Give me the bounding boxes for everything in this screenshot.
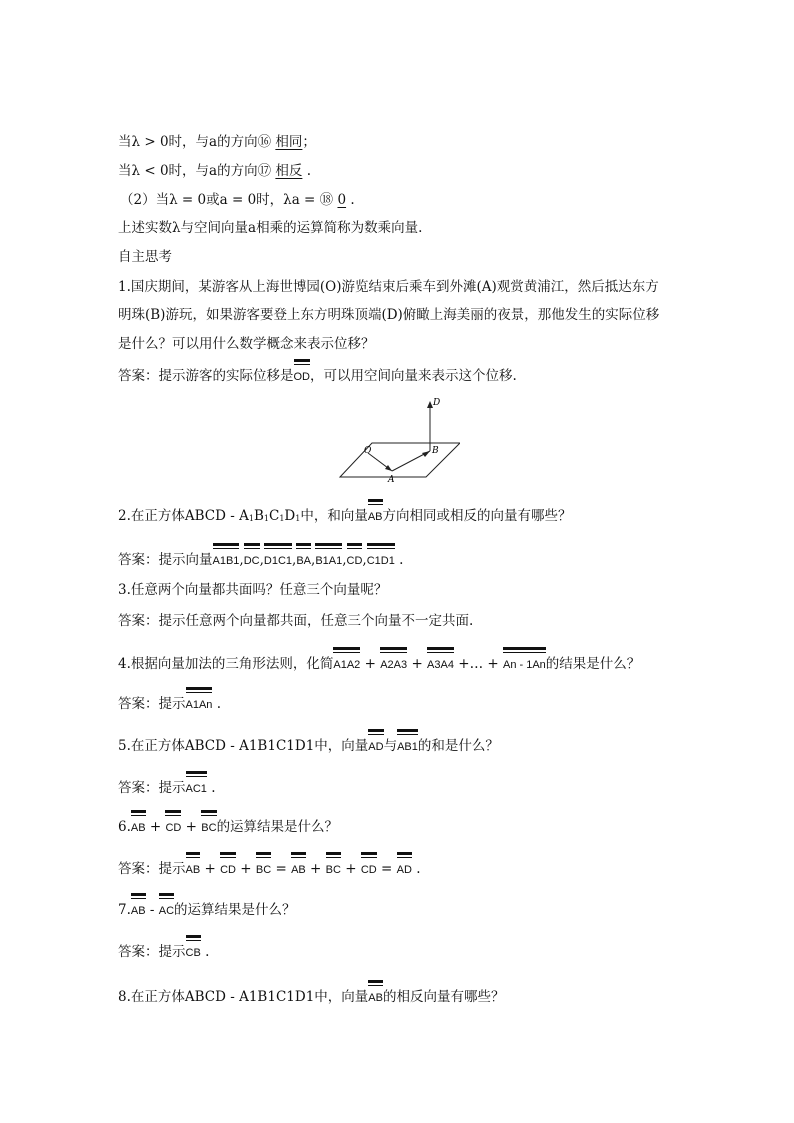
operator: - [149,902,155,918]
vector: BC [326,860,341,880]
circled-number-16: ⑯ [257,134,272,150]
blank-answer: 0 [337,192,347,208]
text: 5.在正方体ABCD - A1B1C1D1中，向量 [118,738,369,754]
section-heading: 自主思考 [118,249,172,265]
q1-line3: 是什么？可以用什么数学概念来表示位移？ [118,336,375,352]
vector: C1D1 [367,551,395,571]
q3-answer: 答案：提示任意两个向量都共面，任意三个向量不一定共面. [118,613,474,629]
vector: AB [131,901,146,921]
text: 与 [383,738,398,754]
line-lambda-negative [118,161,311,181]
text: B [253,508,264,524]
text: ，可以用空间向量来表示这个位移. [310,368,517,384]
vector: CB [186,943,201,963]
punctuation: . [306,163,311,179]
q1-line2: 明珠(B)游玩，如果游客要登上东方明珠顶端(D)俯瞰上海美丽的夜景，那他发生的实际位移 [118,307,660,323]
number: 6. [118,819,131,835]
vector: A3A4 [427,655,454,675]
vector: AC [159,901,174,921]
vector: BC [201,818,216,838]
operator: + [364,656,376,672]
vector: A2A3 [380,655,407,675]
vector: A1A2 [333,655,360,675]
text: 的相反向量有哪些？ [382,989,505,1005]
vector: BA [296,551,311,571]
vector: DC [244,551,260,571]
text: 当λ < 0时，与a的方向 [118,163,258,179]
circled-number-18: ⑱ [319,192,334,208]
text: 答案：提示向量 [118,552,213,568]
arrow-head [422,451,430,457]
label-o: O [364,446,372,456]
vector: B1A1 [315,551,342,571]
vector: D1C1 [264,551,292,571]
text: （2）当λ = 0或a = 0时，λa = [120,192,316,208]
vector: AD [397,860,412,880]
vector: AD [368,737,383,757]
q7-answer [118,942,209,963]
vector: CD [347,551,363,571]
number: 7. [118,902,131,918]
punctuation: ； [302,134,316,150]
vector: AB [291,860,306,880]
text: D [284,508,296,524]
q4-question [118,654,640,675]
subscript: 1 [263,514,269,523]
text: 的运算结果是什么？ [174,902,296,918]
text: C [268,508,280,524]
vector: AB [131,818,146,838]
line-lambda-positive [118,132,316,152]
text: 答案：提示 [118,944,186,960]
vector: An - 1An [503,655,546,675]
punctuation: . [211,780,216,796]
vector: CD [165,818,181,838]
q1-answer [118,366,517,387]
vector: AB1 [397,737,418,757]
punctuation: . [399,552,404,568]
vector: AB [368,507,383,527]
vector: AB [368,988,383,1008]
punctuation: . [350,192,355,208]
q4-answer [118,694,221,715]
vector: A1B1 [213,551,240,571]
q3-question: 3.任意两个向量都共面吗？任意三个向量呢？ [118,582,388,598]
operator: + [411,656,423,672]
circled-number-17: ⑰ [257,163,272,179]
text: 的运算结果是什么？ [216,819,339,835]
line-definition: 上述实数λ与空间向量a相乘的运算简称为数乘向量. [118,220,423,236]
vector: OD [294,367,311,387]
vector: A1An [186,695,213,715]
blank-answer: 相同 [275,134,303,150]
text: 的和是什么？ [417,738,499,754]
q1-line1: 1.国庆期间，某游客从上海世博园(O)游览结束后乘车到外滩(A)观赏黄浦江，然后抵达东方 [118,279,659,295]
label-a: A [388,475,395,483]
text: 的结果是什么？ [545,656,641,672]
line-lambda-zero [120,190,355,210]
punctuation: . [205,944,210,960]
q5-question [118,736,499,757]
text: 答案：提示游客的实际位移是 [118,368,294,384]
text: 中，和向量 [300,508,368,524]
q2-answer: 答案：提示向量A1B1,DC,D1C1,BA,B1A1,CD,C1D1 . [118,550,403,571]
text: 当λ > 0时，与a的方向 [118,134,258,150]
text: 答案：提示 [118,780,186,796]
q2-question [118,506,572,529]
text: 方向相同或相反的向量有哪些？ [382,508,572,524]
vector: CD [220,860,236,880]
subscript: 1 [279,514,285,523]
q6-answer: 答案：提示AB + CD + BC = AB + BC + CD = AD . [118,859,421,880]
q8-question [118,987,504,1008]
label-b: B [432,446,439,456]
blank-answer: 相反 [275,163,303,179]
q7-question [118,900,296,921]
text: 8.在正方体ABCD - A1B1C1D1中，向量 [118,989,369,1005]
q5-answer [118,778,216,799]
text: 答案：提示 [118,696,186,712]
subscript: 1 [295,514,301,523]
subscript: 1 [248,514,254,523]
text: 4.根据向量加法的三角形法则，化简 [118,656,334,672]
punctuation: . [216,696,222,712]
arrow-head [385,465,392,471]
punctuation: . [416,861,421,877]
vector: CD [361,860,377,880]
vector: AC1 [186,779,207,799]
plane-parallelogram [340,443,460,477]
operator: +… + [458,656,499,672]
vector-diagram [336,395,460,483]
text: 答案：提示 [118,861,186,877]
vector: AB [186,860,201,880]
text: 2.在正方体ABCD - A [118,508,249,524]
label-d: D [433,398,441,408]
q6-question: 6.AB + CD + BC的运算结果是什么？ [118,817,338,838]
vector: BC [256,860,271,880]
